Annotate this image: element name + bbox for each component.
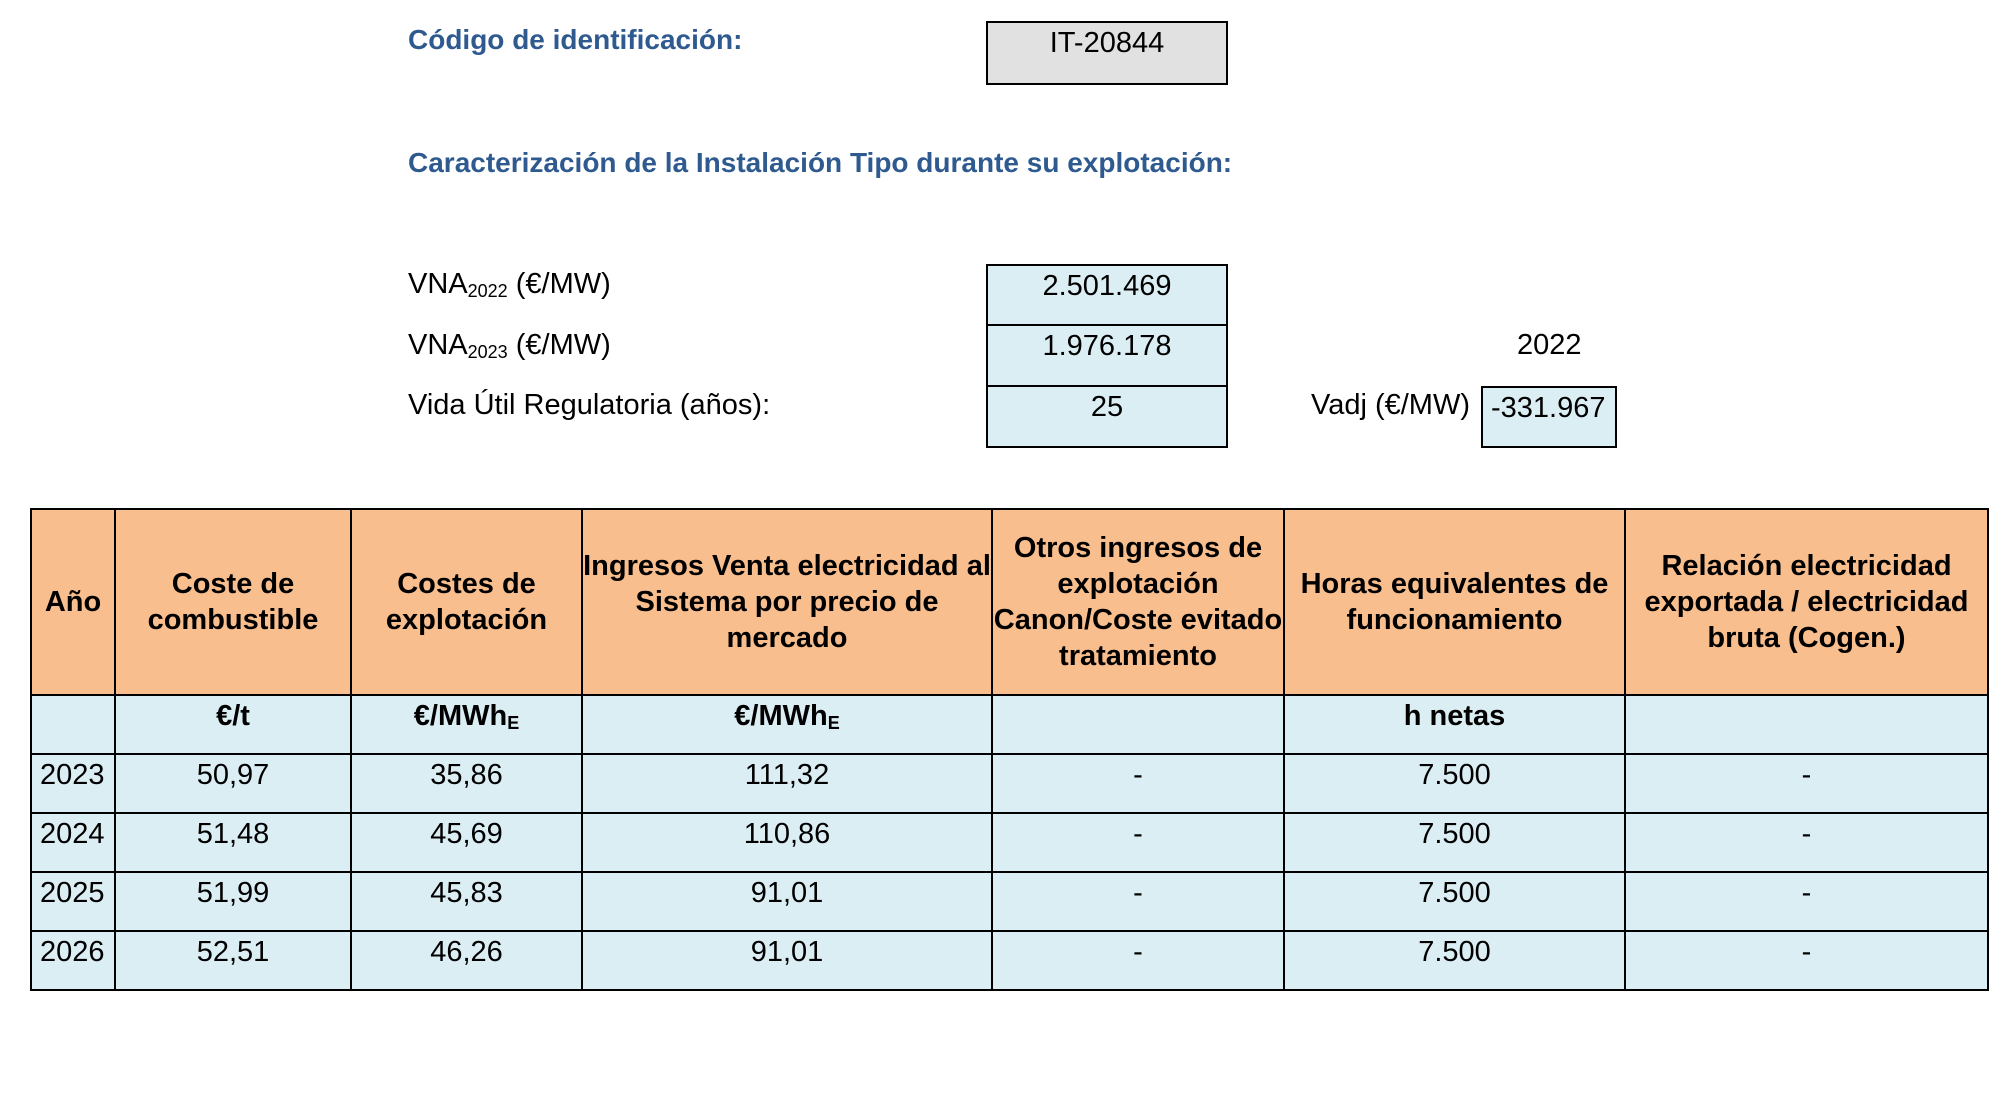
cell-horas: 7.500	[1284, 813, 1625, 872]
table-row	[31, 813, 1988, 872]
cell-relacion: -	[1625, 754, 1988, 813]
id-value-box: IT-20844	[986, 21, 1228, 85]
cell-costes-explotacion: 45,83	[351, 872, 582, 931]
header-coste-combustible: Coste de combustible	[115, 509, 351, 695]
vna2022-value-box: 2.501.469	[986, 264, 1228, 326]
vadj-label: Vadj (€/MW)	[1311, 389, 1470, 421]
cell-costes-explotacion: 45,69	[351, 813, 582, 872]
cell-coste-combustible: 51,48	[115, 813, 351, 872]
unit-cell-ingresos: €/MWh$_E$	[582, 695, 992, 754]
vida-util-value-box: 25	[986, 385, 1228, 448]
vida-util-label: Vida Útil Regulatoria (años):	[408, 389, 771, 421]
cell-ingresos-venta: 110,86	[582, 813, 992, 872]
unit-cell-combustible: €/t	[115, 695, 351, 754]
header-ingresos-venta: Ingresos Venta electricidad al Sistema por precio de mercado	[582, 509, 992, 695]
cell-relacion: -	[1625, 931, 1988, 990]
cell-year: 2024	[31, 813, 115, 872]
cell-otros-ingresos: -	[992, 872, 1284, 931]
header-costes-explotacion: Costes de explotación	[351, 509, 582, 695]
cell-otros-ingresos: -	[992, 931, 1284, 990]
header-ano: Año	[31, 509, 115, 695]
vna2022-label: $VNA_{2022}$ (€/MW)	[408, 268, 611, 301]
cell-year: 2026	[31, 931, 115, 990]
header-relacion-electricidad: Relación electricidad exportada / electricidad bruta (Cogen.)	[1625, 509, 1988, 695]
cell-year: 2025	[31, 872, 115, 931]
cell-relacion: -	[1625, 872, 1988, 931]
cell-relacion: -	[1625, 813, 1988, 872]
unit-cell-otros	[992, 695, 1284, 754]
cell-horas: 7.500	[1284, 754, 1625, 813]
table-row	[31, 754, 1988, 813]
vna2023-label: $VNA_{2023}$ (€/MW)	[408, 329, 611, 362]
table-header-row	[31, 509, 1988, 695]
cell-costes-explotacion: 46,26	[351, 931, 582, 990]
vadj-value-box: -331.967	[1481, 386, 1617, 448]
cell-coste-combustible: 51,99	[115, 872, 351, 931]
year-label: 2022	[1517, 329, 1582, 361]
unit-cell-ano	[31, 695, 115, 754]
table-row	[31, 931, 1988, 990]
cell-coste-combustible: 50,97	[115, 754, 351, 813]
cell-horas: 7.500	[1284, 931, 1625, 990]
vna2023-value-box: 1.976.178	[986, 324, 1228, 387]
header-otros-ingresos: Otros ingresos de explotación Canon/Coste evitado tratamiento	[992, 509, 1284, 695]
table-row	[31, 872, 1988, 931]
cell-year: 2023	[31, 754, 115, 813]
exploitation-table	[30, 508, 1989, 991]
unit-cell-relacion	[1625, 695, 1988, 754]
unit-cell-horas: h netas	[1284, 695, 1625, 754]
cell-ingresos-venta: 91,01	[582, 931, 992, 990]
cell-otros-ingresos: -	[992, 754, 1284, 813]
cell-costes-explotacion: 35,86	[351, 754, 582, 813]
cell-otros-ingresos: -	[992, 813, 1284, 872]
units-row	[31, 695, 1988, 754]
cell-ingresos-venta: 111,32	[582, 754, 992, 813]
unit-cell-explotacion: €/MWh$_E$	[351, 695, 582, 754]
cell-ingresos-venta: 91,01	[582, 872, 992, 931]
cell-horas: 7.500	[1284, 872, 1625, 931]
id-label: Código de identificación:	[408, 24, 743, 55]
header-horas-equivalentes: Horas equivalentes de funcionamiento	[1284, 509, 1625, 695]
cell-coste-combustible: 52,51	[115, 931, 351, 990]
section-title: Caracterización de la Instalación Tipo durante su explotación:	[408, 147, 1233, 178]
